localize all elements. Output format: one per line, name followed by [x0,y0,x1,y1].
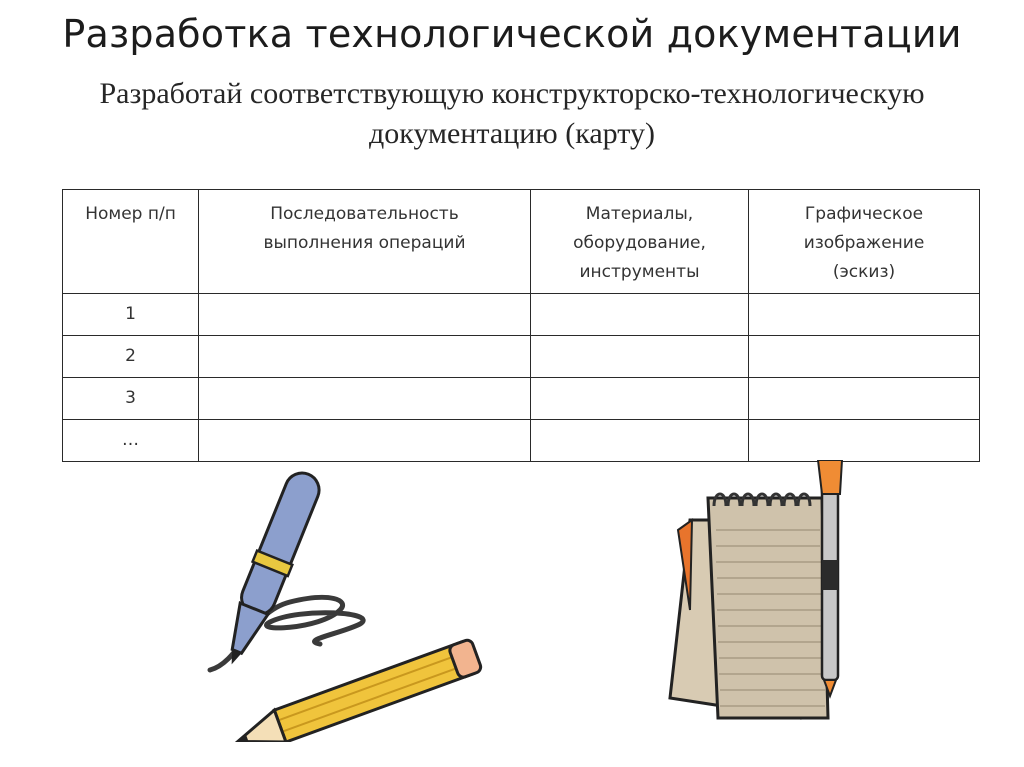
column-header-number: Номер п/п [63,190,199,294]
pen-icon [214,467,326,671]
table-row [63,294,980,336]
column-header-materials: Материалы, оборудование, инструменты [531,190,749,294]
table-cell-materials[interactable] [531,294,749,336]
column-header-operations: Последовательность выполнения операций [199,190,531,294]
pen-and-pencil-icon [180,462,500,742]
notepad-pen-icon [818,460,842,696]
table-header-row [63,190,980,294]
table-row [63,336,980,378]
table-cell-operations[interactable] [199,378,531,420]
table-cell-operations[interactable] [199,336,531,378]
column-header-sketch: Графическое изображение (эскиз) [749,190,980,294]
slide-title: Разработка технологической документации [62,12,962,56]
table-cell-operations[interactable] [199,420,531,462]
slide-subtitle: Разработай соответствующую конструкторско-технологическую документацию (карту) [99,77,925,150]
notepad-with-pen-icon [660,460,860,730]
pencil-icon [232,639,482,742]
table-cell-number[interactable]: 2 [63,336,199,378]
table-cell-number[interactable]: 3 [63,378,199,420]
table-row [63,378,980,420]
table-cell-materials[interactable] [531,336,749,378]
table-cell-sketch[interactable] [749,378,980,420]
table-cell-sketch[interactable] [749,294,980,336]
notepad-page-icon [708,498,828,718]
table-cell-materials[interactable] [531,420,749,462]
table-row [63,420,980,462]
table-cell-number[interactable]: 1 [63,294,199,336]
table-cell-sketch[interactable] [749,336,980,378]
table-cell-materials[interactable] [531,378,749,420]
table-cell-number[interactable]: … [63,420,199,462]
table-cell-operations[interactable] [199,294,531,336]
tech-map-table [62,189,980,462]
table-cell-sketch[interactable] [749,420,980,462]
